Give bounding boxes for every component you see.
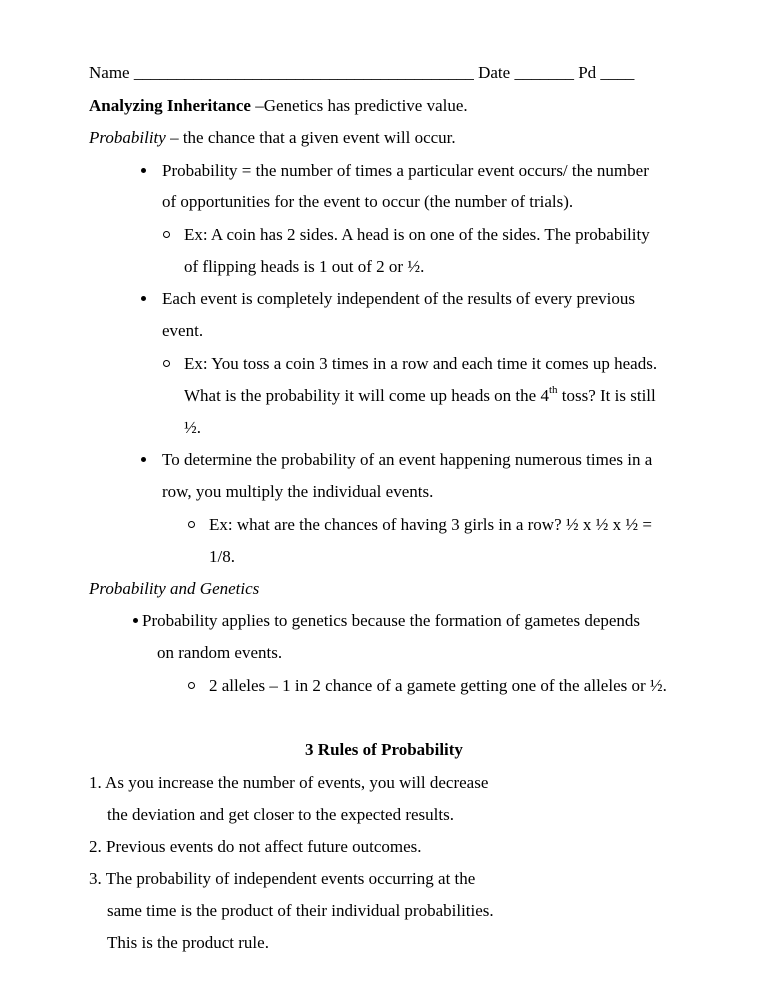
bullet-dot-icon xyxy=(141,289,146,309)
bullet-3-line-2: row, you multiply the individual events. xyxy=(162,482,434,501)
title-bold: Analyzing Inheritance xyxy=(89,96,251,115)
date-label: Date xyxy=(478,63,511,82)
rule-3-line-1: 3. The probability of independent events occurring at the xyxy=(89,869,476,888)
sub-bullet-3-line-2: 1/8. xyxy=(209,547,235,566)
rule-1-line-2: the deviation and get closer to the expected results. xyxy=(107,805,454,824)
rule-3-line-2: same time is the product of their individual probabilities. xyxy=(107,901,494,920)
bullet-dot-icon xyxy=(141,161,146,181)
bullet-1-line-2: of opportunities for the event to occur (the number of trials). xyxy=(162,192,574,211)
name-label: Name xyxy=(89,63,130,82)
sub-bullet-circle-icon xyxy=(163,354,170,374)
sub-bullet-2-line-2-a: What is the probability it will come up heads on the 4 xyxy=(184,386,549,405)
genetics-bullet-line-1: Probability applies to genetics because the formation of gametes depends xyxy=(142,611,641,630)
section-title xyxy=(89,96,468,116)
bullet-1-line-1: Probability = the number of times a particular event occurs/ the number xyxy=(162,161,649,180)
genetics-bullet-line-2: on random events. xyxy=(157,643,283,662)
header-line xyxy=(89,63,634,83)
bullet-2-line-1: Each event is completely independent of the results of every previous xyxy=(162,289,636,308)
genetics-heading: Probability and Genetics xyxy=(89,579,260,598)
rule-2: 2. Previous events do not affect future outcomes. xyxy=(89,837,422,856)
sub-bullet-3-line-1: Ex: what are the chances of having 3 girls in a row? ½ x ½ x ½ = xyxy=(209,515,652,534)
period-blank: ____ xyxy=(600,63,635,82)
rules-heading: 3 Rules of Probability xyxy=(305,740,463,759)
bullet-dot-icon xyxy=(133,611,138,631)
sub-bullet-circle-icon xyxy=(188,676,195,696)
probability-term: Probability xyxy=(89,128,166,147)
bullet-dot-icon xyxy=(141,450,146,470)
bullet-3-line-1: To determine the probability of an event happening numerous times in a xyxy=(162,450,653,469)
sub-bullet-circle-icon xyxy=(163,225,170,245)
sub-bullet-circle-icon xyxy=(188,515,195,535)
title-rest: –Genetics has predictive value. xyxy=(250,96,468,115)
name-blank: ________________________________________ xyxy=(133,63,474,82)
ordinal-superscript: th xyxy=(548,384,558,397)
probability-definition xyxy=(89,128,456,148)
genetics-sub-bullet: 2 alleles – 1 in 2 chance of a gamete getting one of the alleles or ½. xyxy=(209,676,667,695)
date-blank: _______ xyxy=(514,63,574,82)
sub-bullet-2-line-2-b: toss? It is still xyxy=(557,386,656,405)
bullet-2-line-2: event. xyxy=(162,321,204,340)
sub-bullet-1-line-2: of flipping heads is 1 out of 2 or ½. xyxy=(184,257,425,276)
rule-1-line-1: 1. As you increase the number of events, you will decrease xyxy=(89,773,489,792)
probability-def-text: – the chance that a given event will occur. xyxy=(165,128,456,147)
period-label: Pd xyxy=(578,63,597,82)
rule-3-line-3: This is the product rule. xyxy=(107,933,269,952)
sub-bullet-2-line-3: ½. xyxy=(184,418,201,437)
sub-bullet-2-line-1: Ex: You toss a coin 3 times in a row and each time it comes up heads. xyxy=(184,354,658,373)
sub-bullet-2-line-2 xyxy=(184,386,656,406)
sub-bullet-1-line-1: Ex: A coin has 2 sides. A head is on one of the sides. The probability xyxy=(184,225,650,244)
